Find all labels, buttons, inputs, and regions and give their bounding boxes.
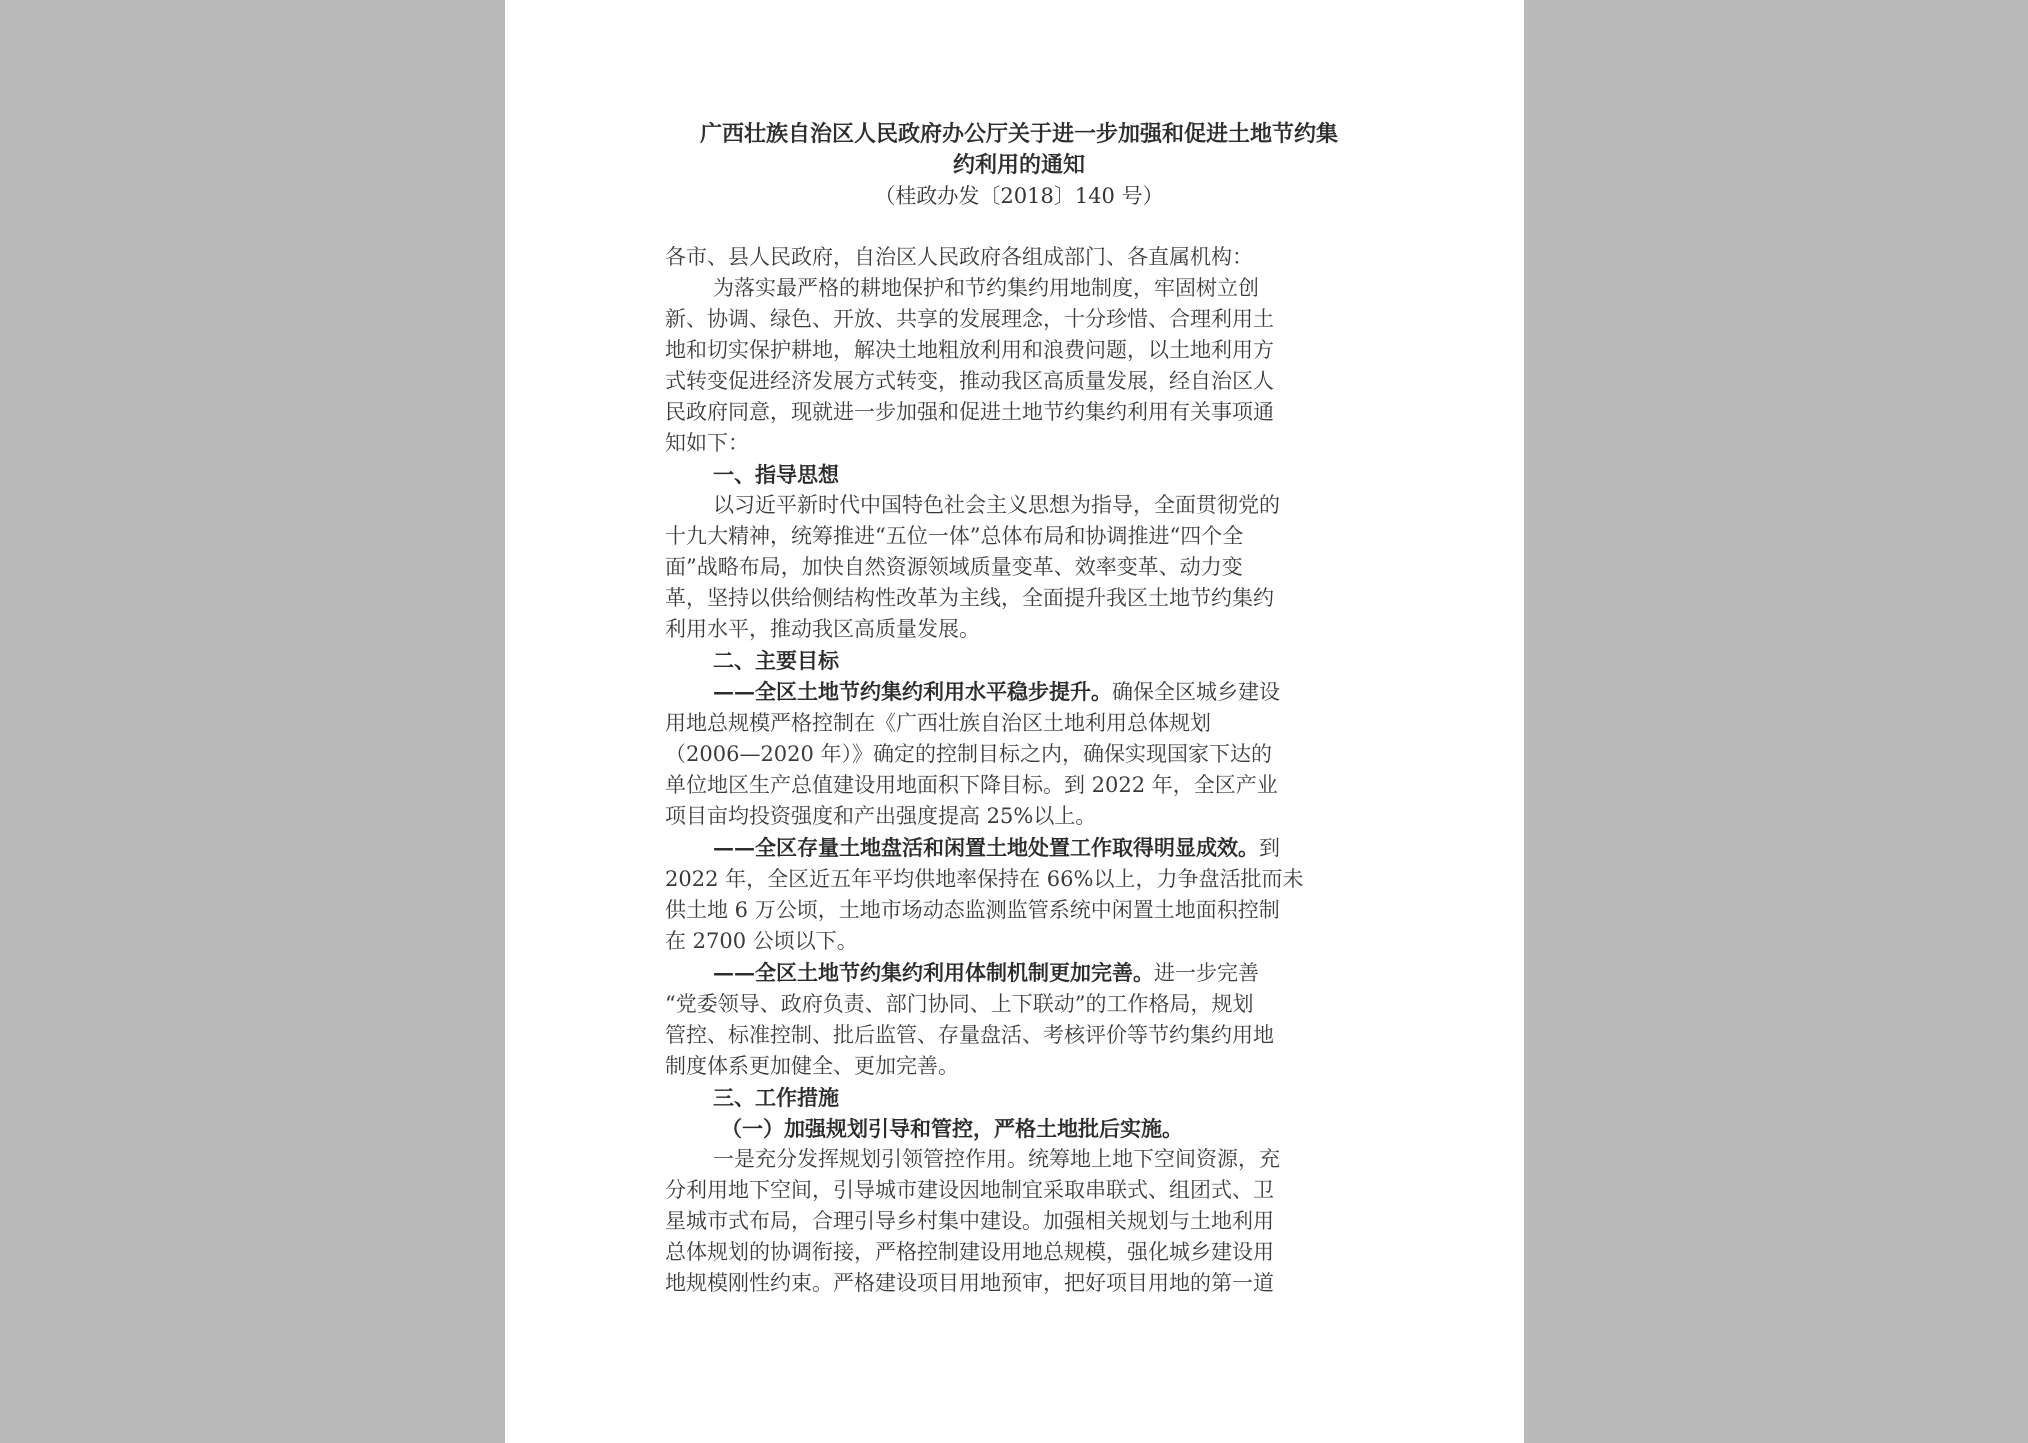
paragraph-line: “党委领导、政府负责、部门协同、上下联动”的工作格局，规划	[665, 992, 1254, 1016]
paragraph-line: 以习近平新时代中国特色社会主义思想为指导，全面贯彻党的	[713, 493, 1280, 517]
paragraph-line: 制度体系更加健全、更加完善。	[665, 1054, 959, 1078]
paragraph-line: 十九大精神，统筹推进“五位一体”总体布局和协调推进“四个全	[665, 524, 1244, 548]
document-body	[665, 119, 1373, 1299]
paragraph-line: 面”战略布局，加快自然资源领域质量变革、效率变革、动力变	[665, 555, 1243, 579]
section-heading-main-goals: 二、主要目标	[713, 648, 839, 673]
section-heading-work-measures: 三、工作措施	[713, 1085, 839, 1110]
paragraph-line: 一是充分发挥规划引领管控作用。统筹地上地下空间资源，充	[713, 1147, 1280, 1171]
paragraph-line	[665, 957, 1373, 989]
goal-1-paragraph	[665, 676, 1373, 832]
paragraph-line: 供土地 6 万公顷，土地市场动态监测监管系统中闲置土地面积控制	[665, 898, 1280, 922]
paragraph-line	[665, 832, 1373, 864]
paragraph-line	[665, 676, 1373, 708]
paragraph-line: 星城市式布局，合理引导乡村集中建设。加强相关规划与土地利用	[665, 1209, 1274, 1233]
paragraph-line: 2022 年，全区近五年平均供地率保持在 66%以上，力争盘活批而未	[665, 867, 1304, 891]
goal-2-tail: 到	[1259, 836, 1280, 860]
paragraph-line: 单位地区生产总值建设用地面积下降目标。到 2022 年，全区产业	[665, 773, 1278, 797]
paragraph-line: （2006—2020 年）》确定的控制目标之内，确保实现国家下达的	[665, 742, 1273, 766]
paragraph-line: 为落实最严格的耕地保护和节约集约用地制度，牢固树立创	[713, 276, 1259, 300]
section-heading-guiding-ideology: 一、指导思想	[713, 462, 839, 487]
paragraph-line: 管控、标准控制、批后监管、存量盘活、考核评价等节约集约用地	[665, 1023, 1274, 1047]
subsection-heading-planning: （一）加强规划引导和管控，严格土地批后实施。	[721, 1116, 1183, 1141]
title-line-2: 约利用的通知	[952, 152, 1085, 178]
section1-paragraph	[665, 490, 1373, 645]
paragraph-line: 式转变促进经济发展方式转变，推动我区高质量发展，经自治区人	[665, 369, 1274, 393]
intro-paragraph	[665, 273, 1373, 459]
goal-3-lead: ——全区土地节约集约利用体制机制更加完善。	[713, 960, 1154, 985]
measure-1-paragraph	[665, 1144, 1373, 1299]
paragraph-line: 总体规划的协调衔接，严格控制建设用地总规模，强化城乡建设用	[665, 1240, 1274, 1264]
document-number: （桂政办发〔2018〕140 号）	[874, 184, 1164, 208]
paragraph-line: 分利用地下空间，引导城市建设因地制宜采取串联式、组团式、卫	[665, 1178, 1274, 1202]
paragraph-line: 民政府同意，现就进一步加强和促进土地节约集约利用有关事项通	[665, 400, 1274, 424]
paragraph-line: 用地总规模严格控制在《广西壮族自治区土地利用总体规划	[665, 711, 1211, 735]
goal-2-paragraph	[665, 832, 1373, 957]
paragraph-line: 知如下：	[665, 431, 749, 455]
paragraph-line: 项目亩均投资强度和产出强度提高 25%以上。	[665, 804, 1097, 828]
document-title	[665, 119, 1373, 181]
paragraph-line: 革，坚持以供给侧结构性改革为主线，全面提升我区土地节约集约	[665, 586, 1274, 610]
goal-3-tail: 进一步完善	[1154, 961, 1259, 985]
title-line-1: 广西壮族自治区人民政府办公厅关于进一步加强和促进土地节约集	[699, 121, 1338, 147]
goal-1-tail: 确保全区城乡建设	[1112, 680, 1280, 704]
paragraph-line: 利用水平，推动我区高质量发展。	[665, 617, 980, 641]
document-page	[505, 0, 1524, 1443]
goal-3-paragraph	[665, 957, 1373, 1082]
goal-2-lead: ——全区存量土地盘活和闲置土地处置工作取得明显成效。	[713, 835, 1259, 860]
goal-1-lead: ——全区土地节约集约利用水平稳步提升。	[713, 679, 1112, 704]
paragraph-line: 在 2700 公顷以下。	[665, 929, 858, 953]
paragraph-line: 地规模刚性约束。严格建设项目用地预审，把好项目用地的第一道	[665, 1271, 1274, 1295]
recipients-line: 各市、县人民政府，自治区人民政府各组成部门、各直属机构：	[665, 245, 1253, 269]
paragraph-line: 地和切实保护耕地，解决土地粗放利用和浪费问题，以土地利用方	[665, 338, 1274, 362]
paragraph-line: 新、协调、绿色、开放、共享的发展理念，十分珍惜、合理利用土	[665, 307, 1274, 331]
